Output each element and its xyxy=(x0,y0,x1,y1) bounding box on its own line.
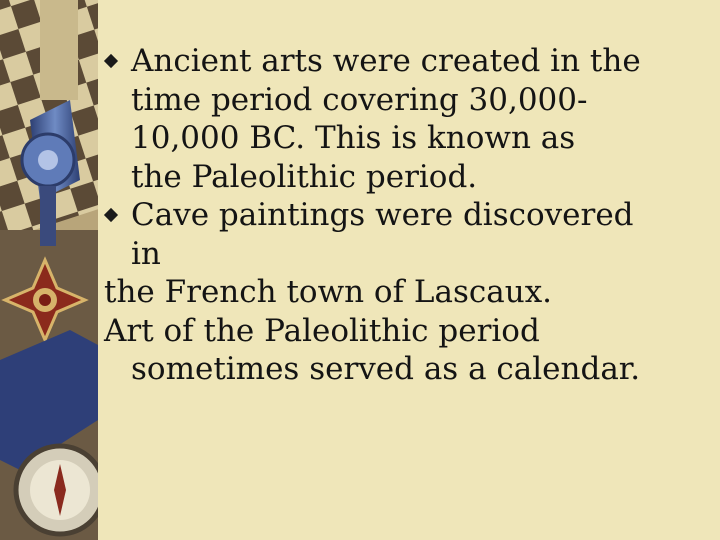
bullet-text-continued: the Paleolithic period. xyxy=(131,158,478,195)
bullet-text: Cave paintings were discovered xyxy=(131,197,634,233)
body-text: Art of the Paleolithic period xyxy=(104,312,540,349)
diamond-bullet-icon xyxy=(104,54,118,68)
bullet-item xyxy=(104,42,704,81)
diamond-bullet-icon xyxy=(104,208,118,222)
bullet-text-continued: time period covering 30,000- xyxy=(131,81,588,118)
slide-body xyxy=(104,42,704,389)
body-text: the French town of Lascaux. xyxy=(104,274,553,310)
medals-and-compass-photo xyxy=(0,0,98,540)
bullet-text: Ancient arts were created in the xyxy=(131,43,641,79)
decorative-image-strip xyxy=(0,0,98,540)
bullet-item xyxy=(104,196,704,235)
body-text-continued: sometimes served as a calendar. xyxy=(131,351,641,387)
bullet-text-continued: 10,000 BC. This is known as xyxy=(131,120,576,156)
bullet-text-continued: in xyxy=(131,235,161,272)
